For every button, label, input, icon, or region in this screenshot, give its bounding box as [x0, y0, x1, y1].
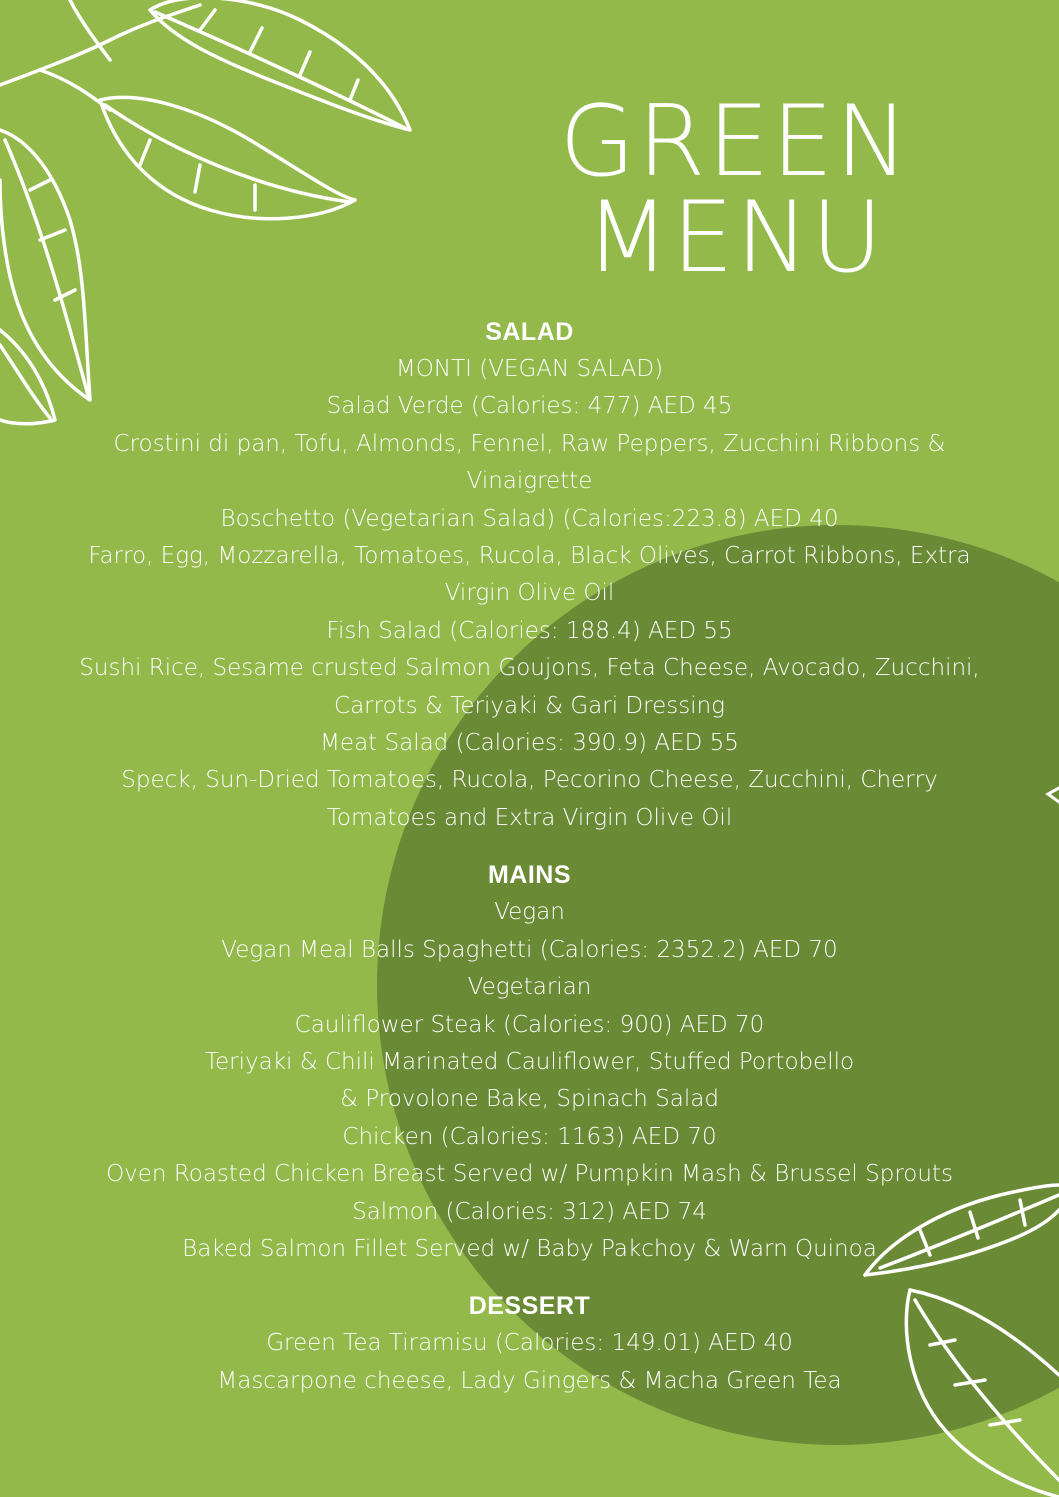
menu-line: Crostini di pan, Tofu, Almonds, Fennel, Raw Peppers, Zucchini Ribbons & — [113, 430, 946, 457]
menu-line: Tomatoes and Extra Virgin Olive Oil — [326, 804, 733, 831]
menu-line: Vegan Meal Balls Spaghetti (Calories: 2352.2) AED 70 — [221, 936, 838, 963]
menu-line: Vegan — [494, 899, 565, 926]
menu-line: Cauliflower Steak (Calories: 900) AED 70 — [294, 1011, 765, 1038]
menu-line: Oven Roasted Chicken Breast Served w/ Pumpkin Mash & Brussel Sprouts — [106, 1161, 953, 1188]
menu-line: Virgin Olive Oil — [444, 580, 615, 607]
menu-line: Meat Salad (Calories: 390.9) AED 55 — [320, 730, 739, 757]
menu-line: MONTI (VEGAN SALAD) — [395, 356, 664, 382]
menu-title — [500, 85, 970, 295]
menu-line: Boschetto (Vegetarian Salad) (Calories:223.8) AED 40 — [220, 505, 839, 532]
menu-line: & Provolone Bake, Spinach Salad — [340, 1086, 719, 1113]
menu-line: Teriyaki & Chili Marinated Cauliflower, Stuffed Portobello — [204, 1048, 855, 1075]
menu-line: Mascarpone cheese, Lady Gingers & Macha Green Tea — [217, 1367, 842, 1394]
menu-line: Carrots & Teriyaki & Gari Dressing — [334, 692, 725, 719]
title-line-1: GREEN — [559, 85, 911, 199]
title-line-2: MENU — [585, 181, 885, 295]
section-heading-dessert: DESSERT — [468, 1292, 591, 1321]
menu-line: Vinaigrette — [466, 468, 593, 495]
menu-content — [0, 314, 1059, 1400]
menu-line: Baked Salmon Fillet Served w/ Baby Pakchoy & Warn Quinoa — [182, 1235, 877, 1262]
section-mains — [0, 857, 1059, 1268]
menu-line: Green Tea Tiramisu (Calories: 149.01) AED 40 — [266, 1330, 793, 1357]
section-heading-salad: SALAD — [485, 318, 574, 346]
menu-line: Salmon (Calories: 312) AED 74 — [352, 1198, 707, 1225]
section-heading-mains: MAINS — [487, 861, 572, 890]
menu-line: Sushi Rice, Sesame crusted Salmon Goujons, Feta Cheese, Avocado, Zucchini, — [79, 655, 980, 682]
menu-line: Vegetarian — [467, 974, 592, 1001]
menu-line: Speck, Sun-Dried Tomatoes, Rucola, Pecorino Cheese, Zucchini, Cherry — [121, 767, 938, 794]
section-dessert — [0, 1288, 1059, 1400]
menu-line: Fish Salad (Calories: 188.4) AED 55 — [326, 617, 733, 644]
menu-line: Salad Verde (Calories: 477) AED 45 — [326, 393, 733, 420]
section-salad — [0, 314, 1059, 837]
menu-line: Chicken (Calories: 1163) AED 70 — [342, 1123, 717, 1150]
menu-line: Farro, Egg, Mozzarella, Tomatoes, Rucola, Black Olives, Carrot Ribbons, Extra — [88, 543, 971, 570]
